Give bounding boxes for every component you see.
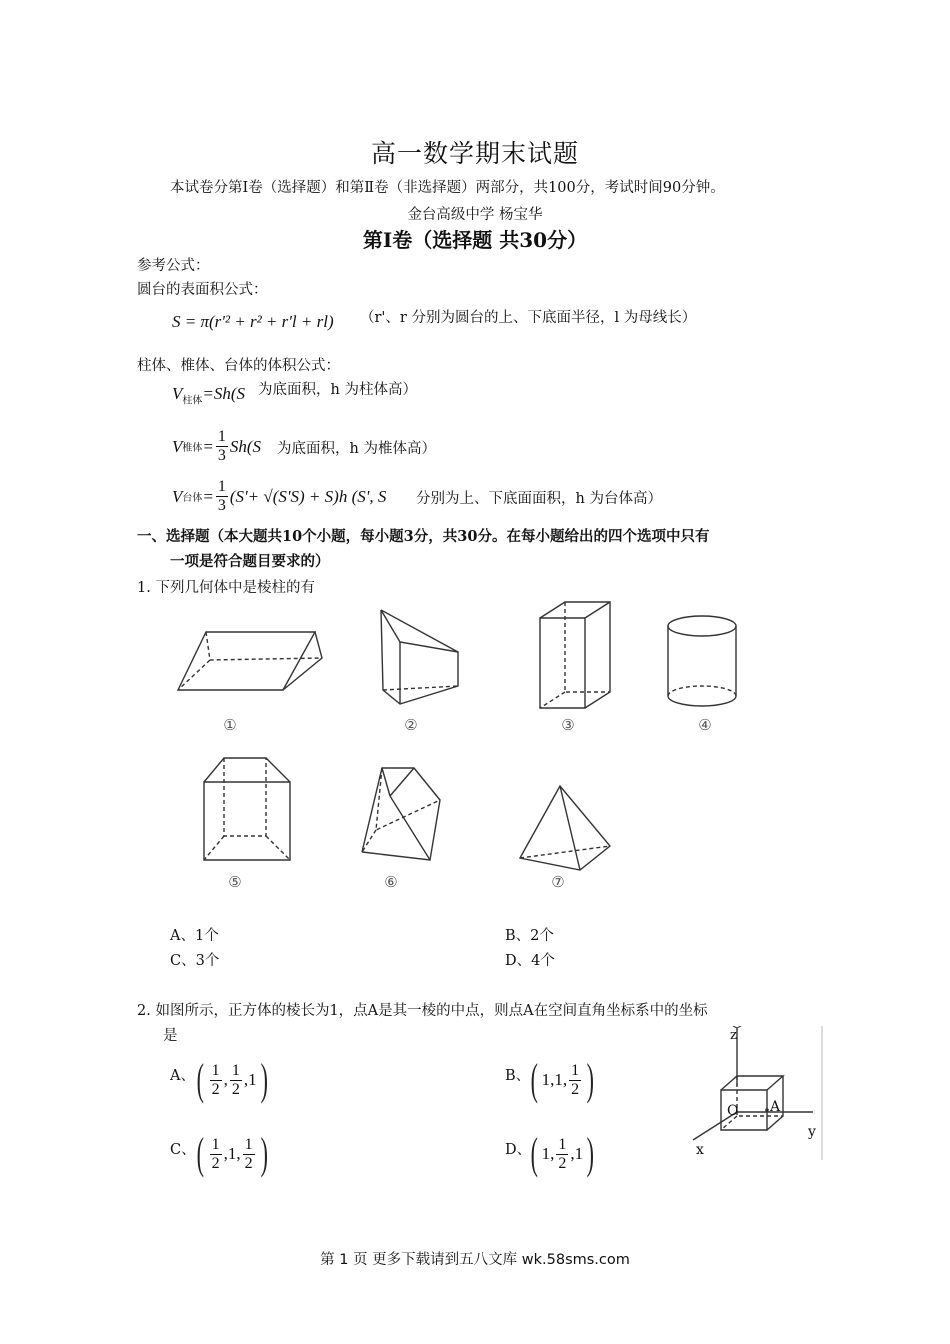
q2-option-d-value[interactable]: ( 1, $\frac{1}{2}$ ,1 )	[530, 1129, 595, 1178]
fig-label-2: ②	[404, 716, 418, 734]
q1-stem: 1. 下列几何体中是棱柱的有	[137, 580, 315, 596]
cone-volume-formula: V 椎体 = $\frac{1}{3}$ Sh(S	[172, 428, 262, 464]
solid-7-pyramid	[520, 786, 610, 870]
part-one-heading: 一、选择题（本大题共10个小题，每小题3分，共30分。在每小题给出的四个选项中只有	[137, 528, 710, 545]
frustum-area-formula	[172, 312, 334, 332]
fig-label-4: ④	[698, 716, 712, 734]
q1-option-d[interactable]: D、4个	[505, 953, 555, 969]
axis-label-z: z	[730, 1028, 737, 1043]
fig-label-7: ⑦	[551, 873, 565, 891]
q2-stem-cont: 是	[163, 1028, 178, 1044]
q2-option-c-label[interactable]: C、	[170, 1142, 196, 1158]
frustum-area-label: 圆台的表面积公式：	[137, 282, 268, 298]
prism-volume-sub: 柱体	[182, 395, 203, 407]
q2-cube-figure	[685, 1026, 825, 1166]
q2-option-a-value[interactable]: ( $\frac{1}{2}$ , $\frac{1}{2}$ ,1 )	[196, 1055, 268, 1104]
solid-5-prism	[204, 758, 290, 860]
page-footer: 第 1 页 更多下载请到五八文库 wk.58sms.com	[320, 1252, 630, 1268]
frustum-volume-expr: (S'+ √(S'S) + S)h (S', S	[229, 486, 387, 506]
cone-volume-note: 为底面积，h 为椎体高）	[277, 441, 436, 457]
fig-label-1: ①	[223, 716, 237, 734]
reference-label: 参考公式：	[137, 258, 210, 274]
section-title: 第Ⅰ卷（选择题 共30分）	[362, 228, 588, 252]
origin-label: O	[727, 1103, 739, 1119]
q2-option-b-value[interactable]: ( 1,1, $\frac{1}{2}$ )	[530, 1055, 595, 1104]
frustum-area-note: （r'、r 分别为圆台的上、下底面半径，l 为母线长）	[360, 310, 697, 326]
solid-2-frustum	[381, 610, 458, 704]
frustum-volume-sub: 台体	[182, 493, 203, 504]
frustum-area-formula-text: S = π(r'² + r² + r'l + rl)	[172, 312, 334, 331]
q2-option-b-label[interactable]: B、	[505, 1068, 531, 1084]
q2-option-a-label[interactable]: A、	[170, 1068, 195, 1084]
exam-intro: 本试卷分第Ⅰ卷（选择题）和第Ⅱ卷（非选择题）两部分，共100分，考试时间90分钟。	[170, 180, 725, 196]
q1-figures	[170, 600, 770, 900]
solid-1-prism	[178, 632, 322, 690]
cone-volume-sub: 椎体	[182, 443, 203, 454]
solid-3-cuboid	[540, 602, 610, 708]
axis-label-x: x	[696, 1142, 704, 1158]
prism-volume-formula: $V_{柱体}=Sh(S$	[172, 384, 246, 407]
q1-option-c[interactable]: C、3个	[170, 953, 220, 969]
fig-label-3: ③	[561, 716, 575, 734]
fig-label-5: ⑤	[228, 873, 242, 891]
frustum-volume-formula: V 台体 = $\frac{1}{3}$ (S'+ √(S'S) + S)h (S', S	[172, 478, 387, 514]
q1-option-a[interactable]: A、1个	[170, 928, 219, 944]
q1-option-b[interactable]: B、2个	[505, 928, 554, 944]
fig-label-6: ⑥	[384, 873, 398, 891]
axis-label-y: y	[808, 1124, 816, 1140]
page-title: 高一数学期末试题	[370, 139, 579, 168]
q2-stem: 2. 如图所示，正方体的棱长为1，点A是其一棱的中点，则点A在空间直角坐标系中的坐标	[137, 1003, 708, 1019]
prism-volume-expr: =Sh(S	[202, 384, 246, 403]
solid-4-cylinder	[668, 616, 736, 706]
q2-option-c-value[interactable]: ( $\frac{1}{2}$ ,1, $\frac{1}{2}$ )	[196, 1129, 268, 1178]
q2-option-d-label[interactable]: D、	[505, 1142, 532, 1158]
volume-label: 柱体、椎体、台体的体积公式：	[137, 358, 340, 374]
point-a-label: A	[770, 1099, 781, 1115]
cone-volume-expr: Sh(S	[229, 436, 262, 456]
author-line: 金台高级中学 杨宝华	[407, 207, 543, 223]
part-one-heading-cont: 一项是符合题目要求的）	[170, 553, 330, 570]
solid-6-frustum	[362, 768, 440, 860]
prism-volume-note: 为底面积，h 为柱体高）	[258, 382, 417, 398]
point-a-marker	[765, 1108, 769, 1112]
frustum-volume-note: 分别为上、下底面面积，h 为台体高）	[416, 491, 662, 507]
